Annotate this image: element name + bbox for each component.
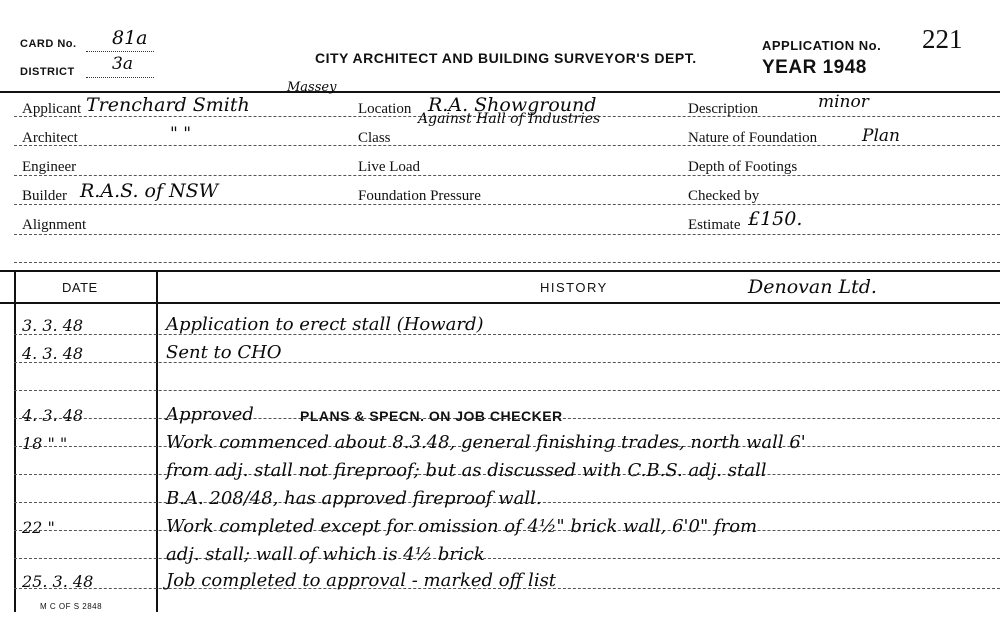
- depth-label: Depth of Footings: [688, 159, 798, 175]
- history-text: B.A. 208/48, has approved fireproof wall.: [166, 488, 542, 509]
- history-text: Work commenced about 8.3.48, general finishing trades, north wall 6': [166, 432, 806, 453]
- district-label: DISTRICT: [20, 66, 75, 78]
- applicant-label: Applicant: [22, 101, 82, 117]
- builder-value: R.A.S. of NSW: [80, 180, 219, 202]
- description-label: Description: [688, 101, 758, 117]
- history-date: 3. 3. 48: [22, 316, 84, 335]
- description-value: minor: [818, 92, 869, 112]
- builder-label: Builder: [22, 188, 67, 204]
- history-top-rule: [0, 270, 1000, 272]
- ruled-line: [14, 390, 1000, 391]
- history-text: Sent to CHO: [166, 342, 282, 363]
- history-text: Job completed to approval - marked off list: [166, 570, 557, 591]
- district-value: 3a: [112, 54, 133, 74]
- year-label: YEAR 1948: [762, 57, 867, 78]
- history-text: Application to erect stall (Howard): [166, 314, 484, 335]
- location-value: R.A. Showground: [428, 94, 597, 116]
- history-text: Work completed except for omission of 4½" brick wall, 6'0" from: [166, 516, 758, 537]
- history-date: 4. 3. 48: [22, 344, 84, 363]
- card-no-value: 81a: [112, 27, 148, 49]
- ruled-line: [14, 334, 1000, 335]
- history-date: 4. 3. 48: [22, 406, 84, 425]
- nature-value: Plan: [862, 126, 900, 146]
- nature-label: Nature of Foundation: [688, 130, 818, 146]
- history-note: Denovan Ltd.: [748, 276, 877, 298]
- history-text: from adj. stall not fireproof; but as discussed with C.B.S. adj. stall: [166, 460, 767, 481]
- applicant-note: Massey: [287, 80, 337, 95]
- dept-title: CITY ARCHITECT AND BUILDING SURVEYOR'S DEPT.: [315, 50, 697, 66]
- history-date: 25. 3. 48: [22, 572, 94, 591]
- ruled-line: [14, 558, 1000, 559]
- history-stamp: PLANS & SPECN. ON JOB CHECKER: [300, 408, 563, 424]
- estimate-value: £150.: [748, 208, 803, 230]
- table-left-border: [14, 272, 16, 612]
- history-header: HISTORY: [540, 280, 608, 295]
- architect-value: " ": [170, 124, 192, 144]
- alignment-label: Alignment: [22, 217, 87, 233]
- date-header: DATE: [62, 280, 98, 295]
- history-text: Approved: [166, 404, 254, 425]
- history-date: 22 ": [22, 518, 55, 537]
- architect-label: Architect: [22, 130, 78, 146]
- engineer-label: Engineer: [22, 159, 77, 175]
- location-label: Location: [358, 101, 412, 117]
- applicant-value: Trenchard Smith: [86, 94, 250, 116]
- estimate-label: Estimate: [688, 217, 741, 233]
- form-code: M C OF S 2848: [40, 602, 103, 611]
- class-value: Against Hall of Industries: [418, 111, 601, 127]
- card-no-line: [86, 51, 154, 52]
- application-no-label: APPLICATION No.: [762, 38, 882, 53]
- history-text: adj. stall; wall of which is 4½ brick: [166, 544, 485, 565]
- history-date: 18 " ": [22, 434, 68, 453]
- card-no-label: CARD No.: [20, 38, 77, 50]
- ruled-line: [14, 362, 1000, 363]
- class-label: Class: [358, 130, 391, 146]
- date-column-divider: [156, 272, 158, 612]
- application-no-value: 221: [922, 24, 963, 54]
- checked-label: Checked by: [688, 188, 760, 204]
- live-load-label: Live Load: [358, 159, 421, 175]
- history-header-rule: [0, 302, 1000, 304]
- district-line: [86, 77, 154, 78]
- foundation-pressure-label: Foundation Pressure: [358, 188, 481, 204]
